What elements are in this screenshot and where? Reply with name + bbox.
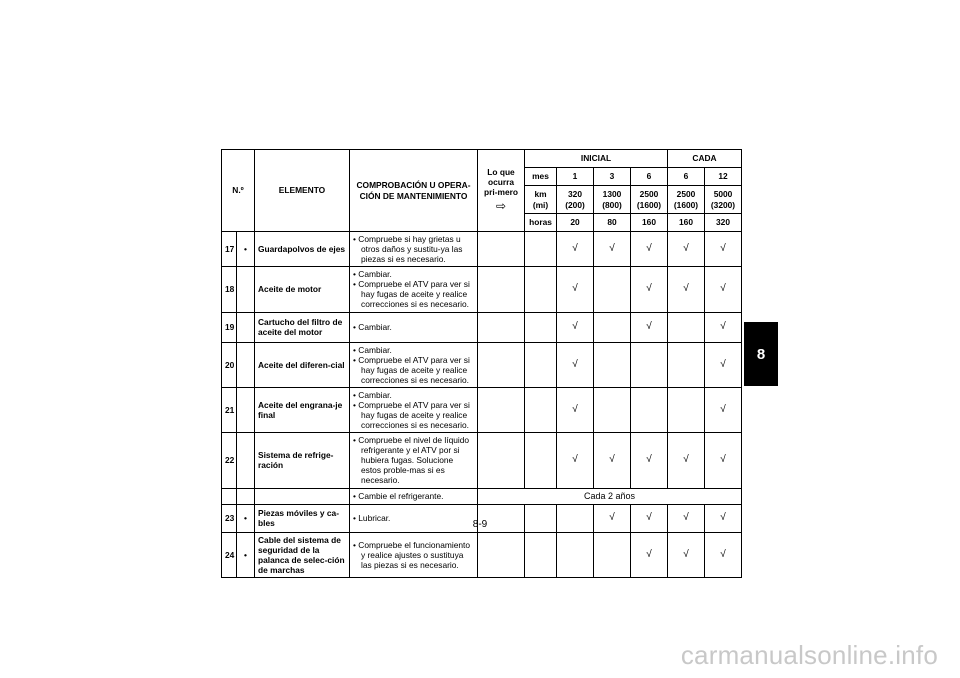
operation-list <box>353 345 474 385</box>
row-number: 17 <box>222 232 237 267</box>
header-km-4: 2500 (1600) <box>668 186 705 214</box>
header-horas-5: 320 <box>705 214 742 232</box>
operation-item: • Compruebe el nivel de líquido refrigerante y el ATV por si hubiera fugas. Solucione estos proble-mas si es necesario. <box>353 435 474 485</box>
arrow-right-icon: ⇨ <box>495 199 507 214</box>
table-row <box>222 342 742 387</box>
row-operations <box>350 342 478 387</box>
first-occurrence-cell <box>478 232 525 267</box>
header-horas-2: 80 <box>594 214 631 232</box>
first-occurrence-cell <box>478 312 525 342</box>
header-first <box>478 150 525 232</box>
check-mark-3: √ <box>631 504 668 532</box>
row-element: Guardapolvos de ejes <box>255 232 350 267</box>
check-mark-2 <box>594 342 631 387</box>
check-mark-5: √ <box>705 433 742 488</box>
operation-item: • Cambiar. <box>353 390 474 400</box>
operation-list <box>353 390 474 430</box>
operation-item: • Compruebe el ATV para ver si hay fugas de aceite y realice correcciones si es necesario. <box>353 400 474 430</box>
unit-cell <box>525 387 557 432</box>
row-element: Cartucho del filtro de aceite del motor <box>255 312 350 342</box>
row-mark: • <box>237 504 255 532</box>
operation-item: • Compruebe el ATV para ver si hay fugas de aceite y realice correcciones si es necesario. <box>353 355 474 385</box>
check-mark-4 <box>668 387 705 432</box>
check-mark-3 <box>631 387 668 432</box>
operation-item: • Cambiar. <box>353 345 474 355</box>
row-element: Sistema de refrige-ración <box>255 433 350 488</box>
first-occurrence-cell <box>478 387 525 432</box>
operation-list <box>353 491 474 501</box>
check-mark-2: √ <box>594 232 631 267</box>
operation-list <box>353 322 474 332</box>
check-mark-4: √ <box>668 232 705 267</box>
header-mes-label: mes <box>525 168 557 186</box>
row-element: Piezas móviles y ca-bles <box>255 504 350 532</box>
check-mark-3: √ <box>631 312 668 342</box>
chapter-tab: 8 <box>744 322 778 386</box>
operation-item: • Cambiar. <box>353 322 474 332</box>
operation-item: • Compruebe el funcionamiento y realice ajustes o sustituya las piezas si es necesario. <box>353 540 474 570</box>
check-mark-4: √ <box>668 504 705 532</box>
check-mark-3: √ <box>631 532 668 577</box>
row-mark <box>237 342 255 387</box>
table-row <box>222 387 742 432</box>
unit-cell <box>525 232 557 267</box>
check-mark-3: √ <box>631 433 668 488</box>
check-mark-3: √ <box>631 232 668 267</box>
table-row <box>222 433 742 488</box>
unit-cell <box>525 433 557 488</box>
check-mark-4: √ <box>668 267 705 312</box>
row-number: 18 <box>222 267 237 312</box>
operation-list <box>353 269 474 309</box>
check-mark-5: √ <box>705 312 742 342</box>
table-row <box>222 532 742 577</box>
check-mark-1: √ <box>557 232 594 267</box>
first-occurrence-cell <box>478 267 525 312</box>
check-mark-2: √ <box>594 504 631 532</box>
page-number: 8-9 <box>472 519 488 530</box>
row-number <box>222 488 237 504</box>
header-mes-3: 6 <box>631 168 668 186</box>
check-mark-1: √ <box>557 312 594 342</box>
row-number: 21 <box>222 387 237 432</box>
unit-cell <box>525 312 557 342</box>
check-mark-2 <box>594 267 631 312</box>
row-operations <box>350 433 478 488</box>
operation-item: • Compruebe si hay grietas u otros daños y sustitu-ya las piezas si es necesario. <box>353 234 474 264</box>
check-mark-5: √ <box>705 232 742 267</box>
row-element <box>255 488 350 504</box>
row-operations <box>350 488 478 504</box>
row-mark: • <box>237 232 255 267</box>
row-element: Cable del sistema de seguridad de la palanca de selec-ción de marchas <box>255 532 350 577</box>
check-mark-4: √ <box>668 433 705 488</box>
unit-cell <box>525 532 557 577</box>
check-mark-5: √ <box>705 342 742 387</box>
header-km-label: km (mi) <box>525 186 557 214</box>
row-mark <box>237 488 255 504</box>
operation-list <box>353 540 474 570</box>
header-horas-3: 160 <box>631 214 668 232</box>
operation-list <box>353 234 474 264</box>
check-mark-4 <box>668 312 705 342</box>
unit-cell <box>525 342 557 387</box>
row-number: 20 <box>222 342 237 387</box>
check-mark-2 <box>594 532 631 577</box>
check-mark-4 <box>668 342 705 387</box>
row-mark <box>237 267 255 312</box>
watermark: carmanualsonline.info <box>680 640 938 670</box>
check-mark-5: √ <box>705 267 742 312</box>
check-mark-5: √ <box>705 387 742 432</box>
first-occurrence-cell <box>478 532 525 577</box>
header-no: N.º <box>222 150 255 232</box>
row-element: Aceite de motor <box>255 267 350 312</box>
check-mark-1: √ <box>557 433 594 488</box>
header-first-label: Lo que ocurra pri-mero <box>484 167 518 198</box>
check-mark-1: √ <box>557 387 594 432</box>
table-row <box>222 488 742 504</box>
row-element: Aceite del engrana-je final <box>255 387 350 432</box>
operation-item: • Cambiar. <box>353 269 474 279</box>
check-mark-2: √ <box>594 433 631 488</box>
row-mark <box>237 433 255 488</box>
header-horas-label: horas <box>525 214 557 232</box>
interval-text: Cada 2 años <box>478 488 742 504</box>
check-mark-3: √ <box>631 267 668 312</box>
header-horas-4: 160 <box>668 214 705 232</box>
header-element: ELEMENTO <box>255 150 350 232</box>
table-row <box>222 312 742 342</box>
check-mark-3 <box>631 342 668 387</box>
header-mes-2: 3 <box>594 168 631 186</box>
unit-cell <box>525 267 557 312</box>
operation-list <box>353 435 474 485</box>
operation-item: • Compruebe el ATV para ver si hay fugas de aceite y realice correcciones si es necesario. <box>353 279 474 309</box>
check-mark-2 <box>594 312 631 342</box>
maintenance-table <box>221 149 742 578</box>
row-operations <box>350 232 478 267</box>
row-operations <box>350 312 478 342</box>
row-number: 19 <box>222 312 237 342</box>
row-operations <box>350 532 478 577</box>
header-km-3: 2500 (1600) <box>631 186 668 214</box>
header-initial: INICIAL <box>525 150 668 168</box>
row-number: 22 <box>222 433 237 488</box>
row-element: Aceite del diferen-cial <box>255 342 350 387</box>
row-operations <box>350 267 478 312</box>
first-occurrence-cell <box>478 433 525 488</box>
check-mark-1 <box>557 532 594 577</box>
row-mark <box>237 387 255 432</box>
row-operations <box>350 387 478 432</box>
header-km-5: 5000 (3200) <box>705 186 742 214</box>
header-horas-1: 20 <box>557 214 594 232</box>
row-mark: • <box>237 532 255 577</box>
operation-item: • Lubricar. <box>353 513 474 523</box>
check-mark-4: √ <box>668 532 705 577</box>
first-occurrence-cell <box>478 342 525 387</box>
header-mes-5: 12 <box>705 168 742 186</box>
row-number: 23 <box>222 504 237 532</box>
header-every: CADA <box>668 150 742 168</box>
check-mark-1: √ <box>557 342 594 387</box>
table-row <box>222 232 742 267</box>
check-mark-5: √ <box>705 504 742 532</box>
check-mark-5: √ <box>705 532 742 577</box>
operation-item: • Cambie el refrigerante. <box>353 491 474 501</box>
row-mark <box>237 312 255 342</box>
check-mark-2 <box>594 387 631 432</box>
header-check: COMPROBACIÓN U OPERA-CIÓN DE MANTENIMIENTO <box>350 150 478 232</box>
header-km-2: 1300 (800) <box>594 186 631 214</box>
check-mark-1: √ <box>557 267 594 312</box>
table-row <box>222 267 742 312</box>
header-mes-4: 6 <box>668 168 705 186</box>
header-mes-1: 1 <box>557 168 594 186</box>
row-number: 24 <box>222 532 237 577</box>
header-km-1: 320 (200) <box>557 186 594 214</box>
